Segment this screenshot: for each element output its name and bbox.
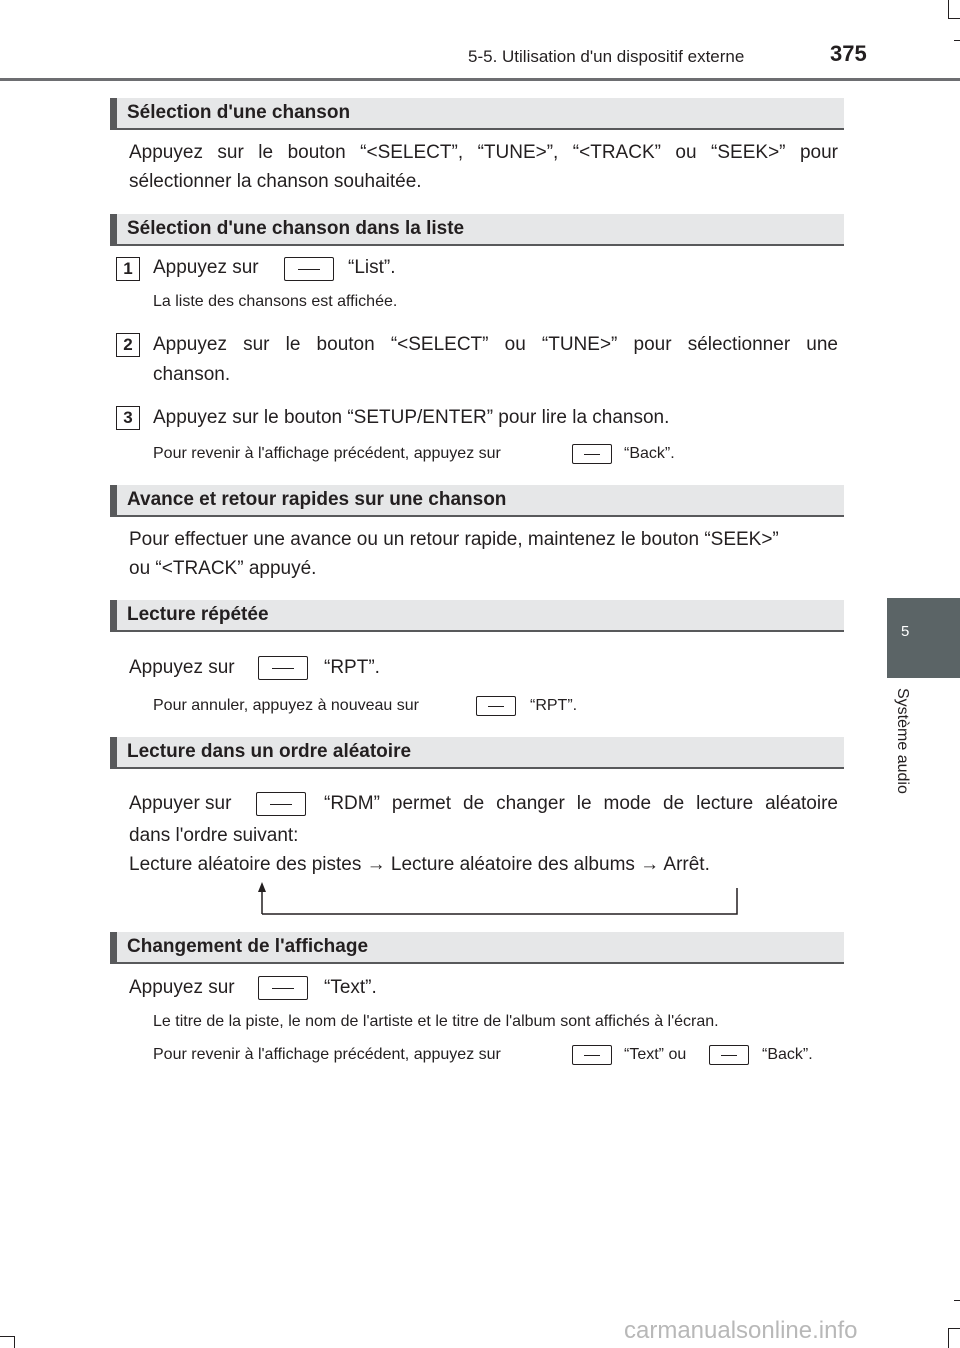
rpt-button-icon	[258, 656, 308, 680]
section-title: Lecture dans un ordre aléatoire	[127, 741, 412, 762]
step-1-text-before: Appuyez sur	[153, 257, 259, 278]
step-3-text: Appuyez sur le bouton “SETUP/ENTER” pour lire la chanson.	[153, 407, 670, 428]
step-2-text-line1: Appuyez sur le bouton “<SELECT” ou “TUNE>” pour sélectionner une	[153, 334, 838, 355]
crop-mark	[14, 1336, 15, 1348]
loop-back-arrow-icon	[250, 880, 750, 920]
crop-mark	[948, 1328, 960, 1329]
rdm-button-icon	[256, 792, 306, 816]
step-1-note: La liste des chansons est affichée.	[153, 293, 398, 310]
fast-forward-text-line2: ou “<TRACK” appuyé.	[129, 558, 317, 579]
watermark: carmanualsonline.info	[624, 1317, 858, 1344]
text-button-icon-small	[572, 1045, 612, 1065]
section-title: Sélection d'une chanson	[127, 102, 351, 123]
step-2-text-line2: chanson.	[153, 364, 231, 385]
step-3-note-before: Pour revenir à l'affichage précédent, appuyez sur	[153, 445, 501, 462]
crop-mark	[954, 40, 960, 41]
crop-mark	[954, 1300, 960, 1301]
step-number-1: 1	[116, 257, 140, 281]
chapter-tab	[887, 598, 960, 678]
select-song-text-line2: sélectionner la chanson souhaitée.	[129, 171, 422, 192]
section-title: Changement de l'affichage	[127, 936, 369, 957]
section-title: Lecture répétée	[127, 604, 269, 625]
crop-mark	[948, 0, 949, 18]
section-header-select-song	[110, 98, 844, 130]
rpt-button-icon-small	[476, 696, 516, 716]
fast-forward-text-line1: Pour effectuer une avance ou un retour rapide, maintenez le bouton “SEEK>”	[129, 529, 779, 550]
random-text-before: Appuyer sur	[129, 793, 232, 814]
select-song-text-line1: Appuyez sur le bouton “<SELECT”, “TUNE>”, “<TRACK” ou “SEEK>” pour	[129, 142, 838, 163]
section-title: Sélection d'une chanson dans la liste	[127, 218, 465, 239]
random-text-line2: dans l'ordre suivant:	[129, 825, 299, 846]
section-header-repeat	[110, 600, 844, 632]
chapter-number: 5	[901, 623, 910, 640]
random-text-after: “RDM” permet de changer le mode de lecture aléatoire	[324, 793, 838, 814]
repeat-note-after: “RPT”.	[530, 697, 578, 714]
display-text-after: “Text”.	[324, 977, 377, 998]
section-header-select-from-list	[110, 214, 844, 246]
back-button-icon	[572, 444, 612, 464]
random-text-line3: Lecture aléatoire des pistes → Lecture aléatoire des albums → Arrêt.	[129, 854, 710, 875]
crop-mark	[948, 18, 960, 19]
crop-mark	[948, 1328, 949, 1348]
display-note-2-before: Pour revenir à l'affichage précédent, appuyez sur	[153, 1046, 501, 1063]
header-rule	[0, 78, 960, 81]
repeat-note-before: Pour annuler, appuyez à nouveau sur	[153, 697, 419, 714]
section-header-random	[110, 737, 844, 769]
section-header-fast-forward	[110, 485, 844, 517]
section-title: Avance et retour rapides sur une chanson	[127, 489, 507, 510]
list-button-icon	[284, 257, 334, 281]
step-number-2: 2	[116, 333, 140, 357]
step-1-text-after: “List”.	[348, 257, 396, 278]
chapter-label: Système audio	[894, 688, 911, 794]
section-header-display	[110, 932, 844, 964]
repeat-text-after: “RPT”.	[324, 657, 380, 678]
display-text-before: Appuyez sur	[129, 977, 235, 998]
step-3-note-after: “Back”.	[624, 445, 675, 462]
repeat-text-before: Appuyez sur	[129, 657, 235, 678]
header-section-title: 5-5. Utilisation d'un dispositif externe	[468, 47, 745, 66]
display-note-1: Le titre de la piste, le nom de l'artiste et le titre de l'album sont affichés à l'écran.	[153, 1013, 719, 1030]
display-note-2-after: “Back”.	[762, 1046, 813, 1063]
display-note-2-mid: “Text” ou	[624, 1046, 687, 1063]
back-button-icon-small	[709, 1045, 749, 1065]
text-button-icon	[258, 976, 308, 1000]
crop-mark	[0, 1336, 14, 1337]
step-number-3: 3	[116, 406, 140, 430]
page-number: 375	[830, 41, 867, 66]
